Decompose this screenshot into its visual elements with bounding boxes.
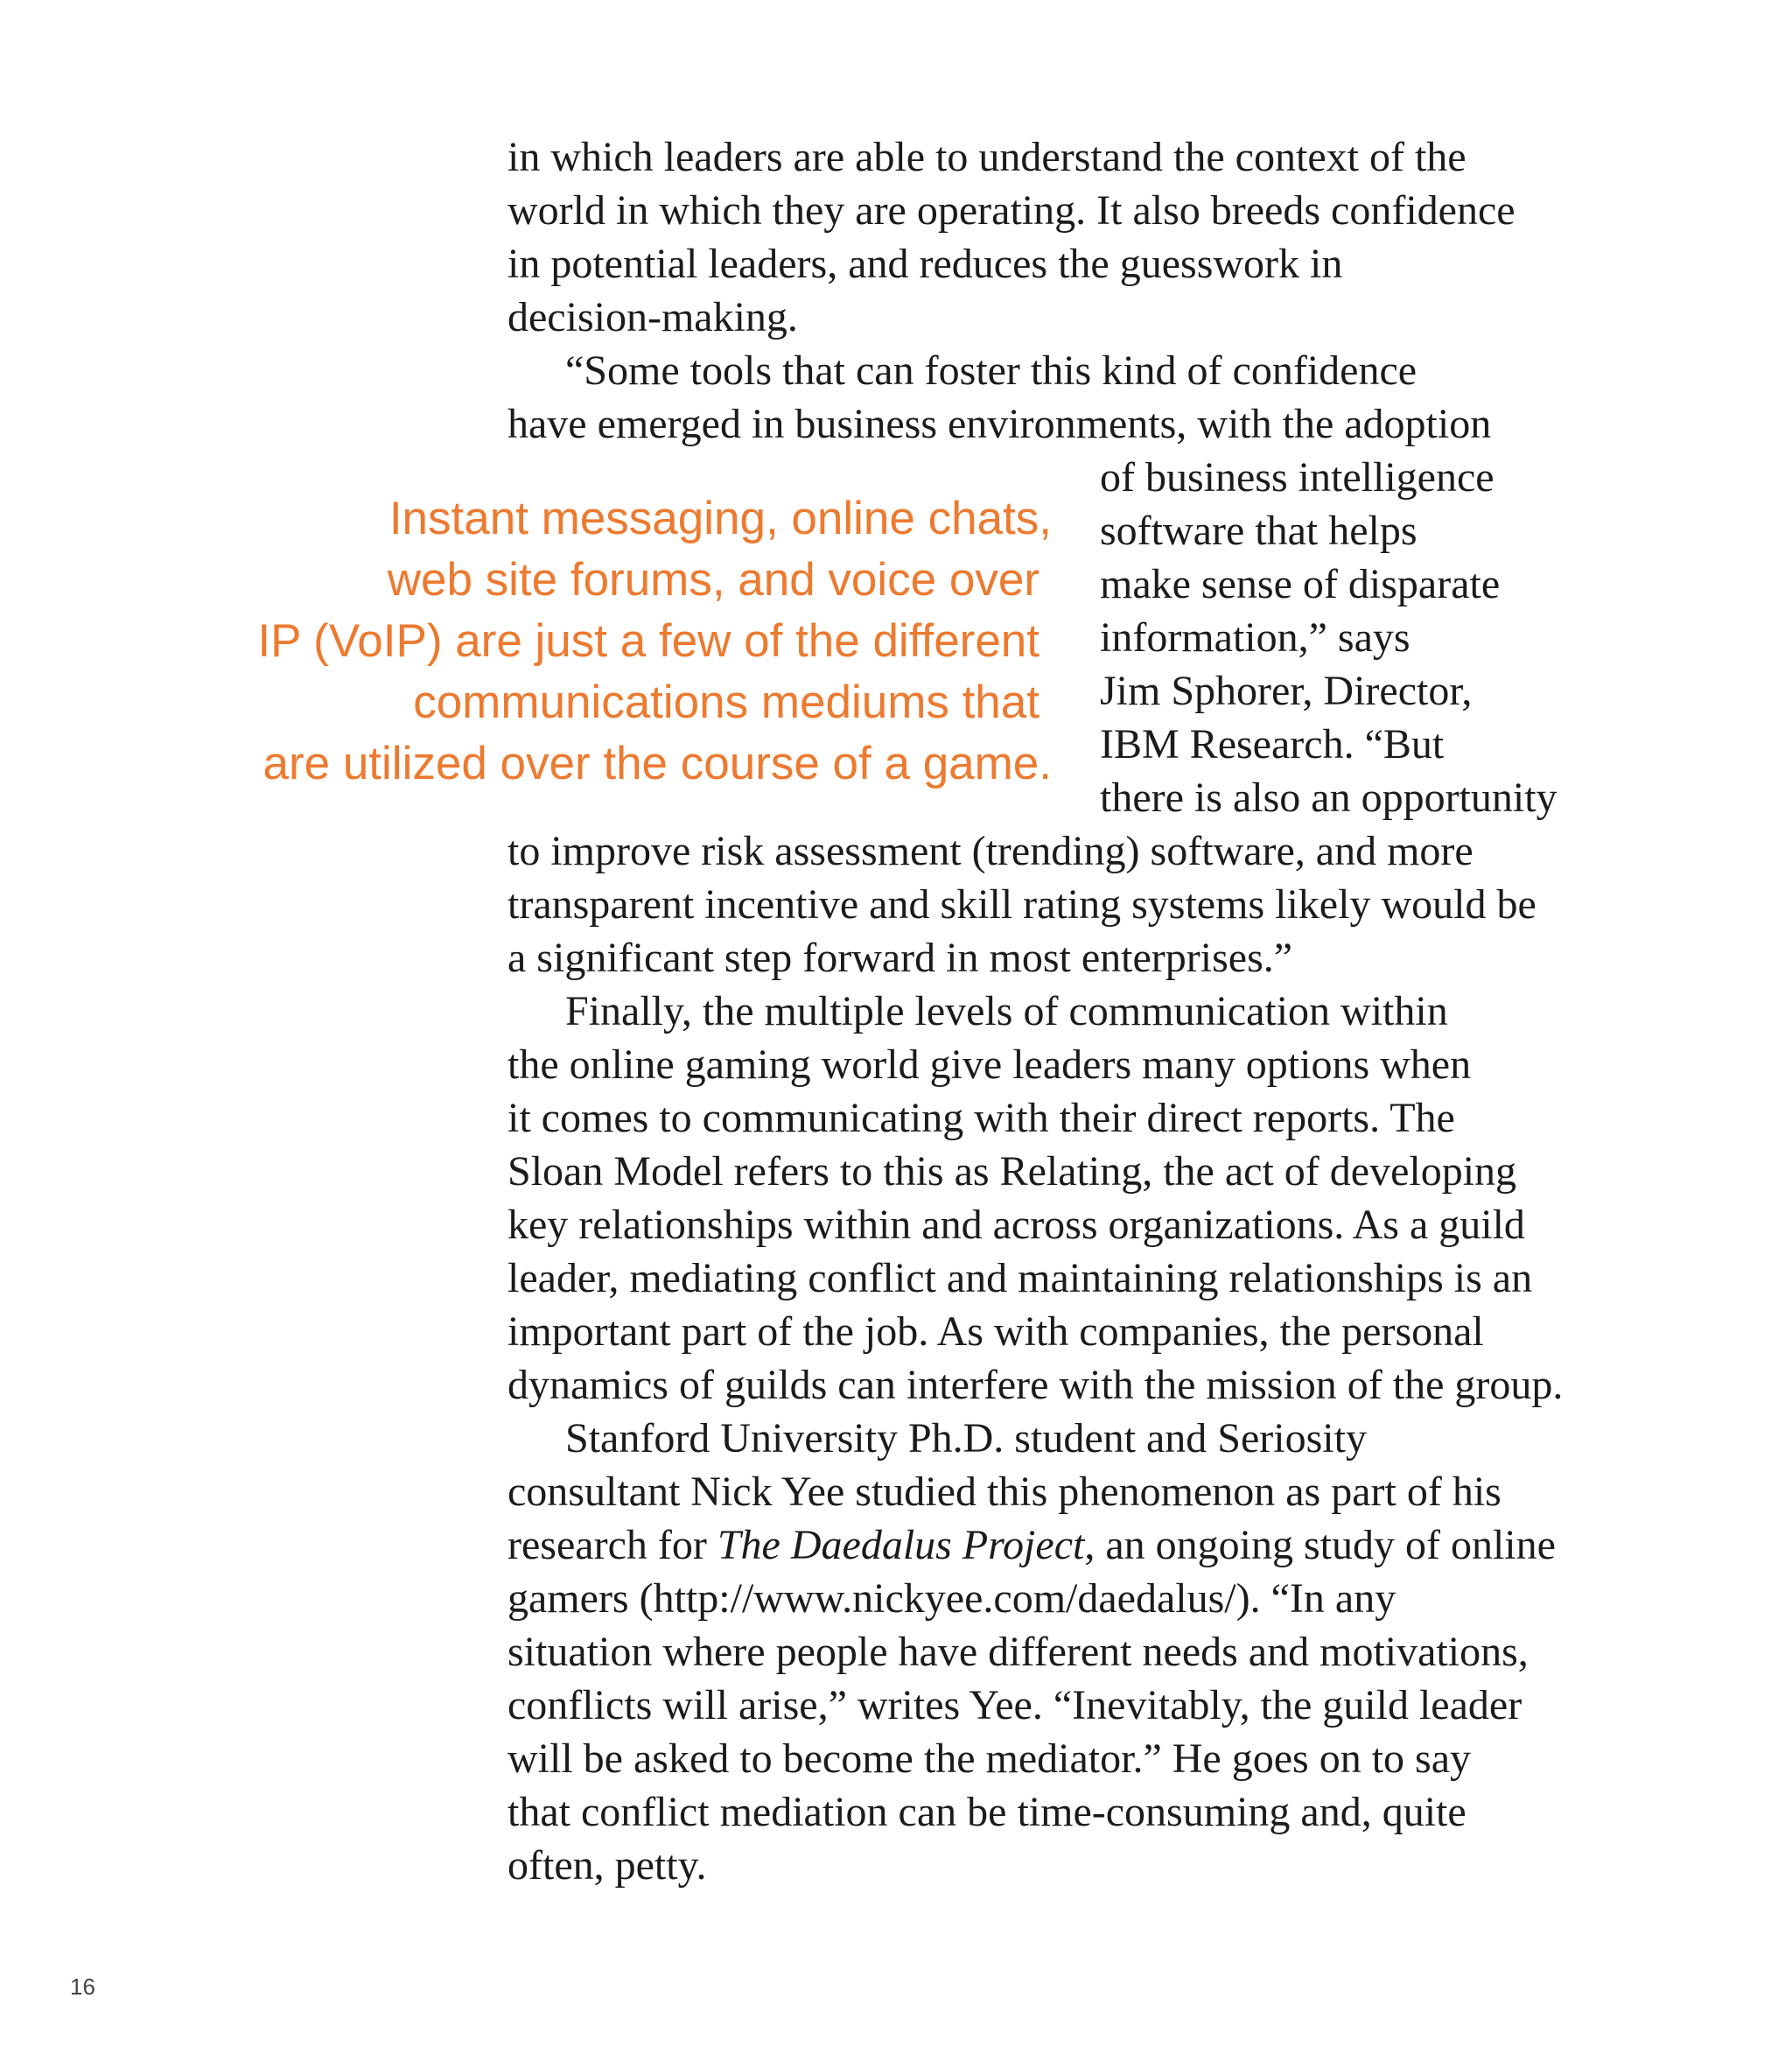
body-line: consultant Nick Yee studied this phenomenon as part of his bbox=[508, 1469, 1502, 1515]
body-text-span: research for bbox=[508, 1522, 718, 1568]
body-line: will be asked to become the mediator.” He goes on to say bbox=[508, 1735, 1472, 1782]
body-line: of business intelligence bbox=[1100, 454, 1494, 501]
pull-quote bbox=[177, 488, 1052, 795]
body-line-indent: “Some tools that can foster this kind of confidence bbox=[565, 347, 1418, 394]
body-line: transparent incentive and skill rating systems likely would be bbox=[508, 881, 1536, 928]
body-line: to improve risk assessment (trending) software, and more bbox=[508, 828, 1474, 874]
body-line-mixed bbox=[508, 1518, 1556, 1572]
body-line: situation where people have different needs and motivations, bbox=[508, 1629, 1529, 1675]
body-line: leader, mediating conflict and maintaining relationships is an bbox=[508, 1255, 1533, 1301]
body-line: Jim Sphorer, Director, bbox=[1100, 668, 1473, 714]
body-line: that conflict mediation can be time-consuming and, quite bbox=[508, 1789, 1466, 1835]
body-line: decision-making. bbox=[508, 294, 798, 340]
body-line: information,” says bbox=[1100, 614, 1410, 661]
pull-quote-line: Instant messaging, online chats, bbox=[388, 493, 1052, 544]
pull-quote-line: IP (VoIP) are just a few of the different bbox=[257, 615, 1040, 667]
page-number: 16 bbox=[70, 1973, 95, 2000]
body-line: have emerged in business environments, with the adoption bbox=[508, 401, 1492, 447]
body-line-indent: Stanford University Ph.D. student and Seriosity bbox=[565, 1415, 1367, 1462]
body-line: conflicts will arise,” writes Yee. “Inevitably, the guild leader bbox=[508, 1682, 1522, 1728]
body-line-indent: Finally, the multiple levels of communication within bbox=[565, 988, 1448, 1034]
body-line: make sense of disparate bbox=[1100, 561, 1501, 607]
body-line: important part of the job. As with companies, the personal bbox=[508, 1308, 1484, 1355]
body-line: Sloan Model refers to this as Relating, the act of developing bbox=[508, 1148, 1517, 1195]
book-title: The Daedalus Project bbox=[717, 1522, 1085, 1568]
body-line: it comes to communicating with their direct reports. The bbox=[508, 1095, 1455, 1141]
pull-quote-line: are utilized over the course of a game. bbox=[262, 738, 1052, 789]
body-line: the online gaming world give leaders many options when bbox=[508, 1041, 1472, 1088]
pull-quote-line: communications mediums that bbox=[413, 676, 1040, 728]
body-line: dynamics of guilds can interfere with the mission of the group. bbox=[508, 1362, 1564, 1408]
body-line: often, petty. bbox=[508, 1842, 707, 1889]
pull-quote-line: web site forums, and voice over bbox=[387, 554, 1040, 606]
body-line: world in which they are operating. It also breeds confidence bbox=[508, 187, 1516, 234]
body-line: IBM Research. “But bbox=[1100, 721, 1445, 768]
body-line: software that helps bbox=[1100, 508, 1418, 554]
body-line: key relationships within and across organizations. As a guild bbox=[508, 1202, 1525, 1248]
body-text-span: , an ongoing study of online bbox=[1084, 1522, 1556, 1568]
body-line: a significant step forward in most enterprises.” bbox=[508, 935, 1293, 981]
body-line: there is also an opportunity bbox=[1100, 775, 1558, 821]
body-line: in potential leaders, and reduces the guesswork in bbox=[508, 241, 1343, 287]
body-line: gamers (http://www.nickyee.com/daedalus/). “In any bbox=[508, 1575, 1396, 1622]
body-line: in which leaders are able to understand the context of the bbox=[508, 134, 1466, 180]
